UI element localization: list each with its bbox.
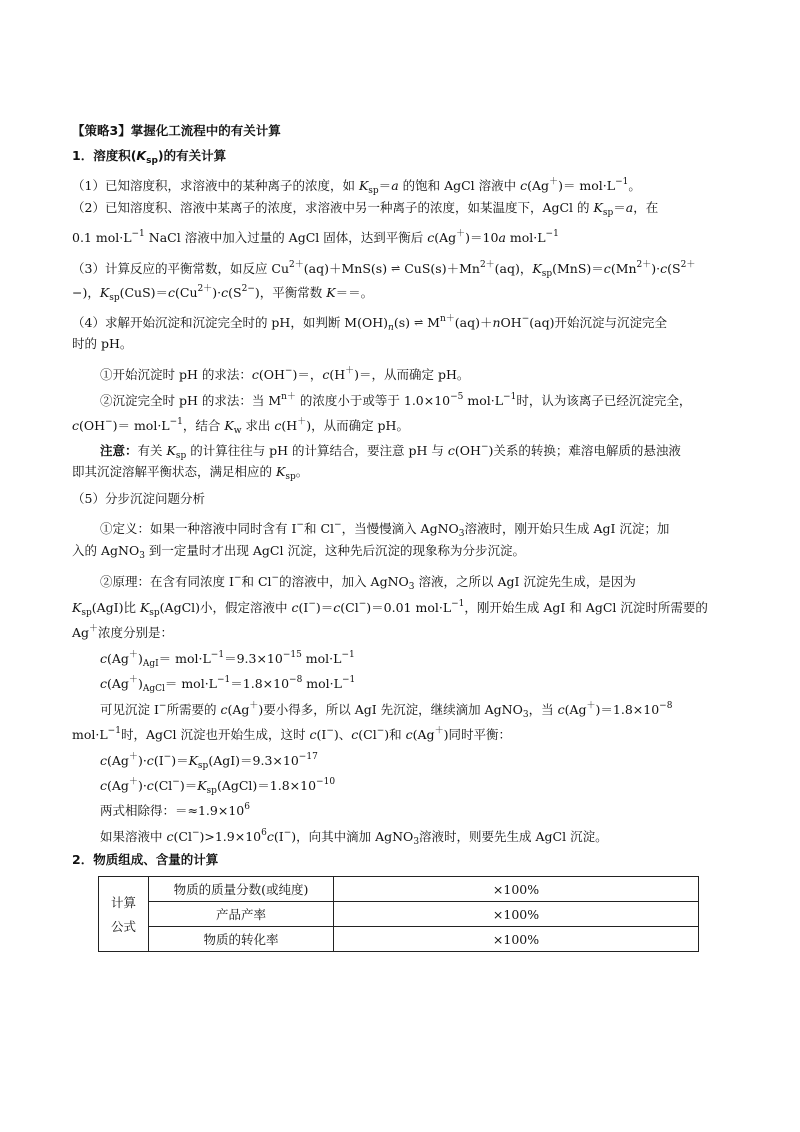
strategy-title: 【策略3】掌握化工流程中的有关计算 [72,123,281,138]
formula-table [98,876,699,952]
table-row [99,877,699,902]
section2-heading: 2．物质组成、含量的计算 [72,852,219,867]
row-formula: ×100% [334,877,699,902]
item-5-heading: （5）分步沉淀问题分析 [72,491,205,506]
item-3-line1: （3）计算反应的平衡常数，如反应 $Cu^{2+}(aq)+MnS(s)$ ⇌ $CuS(s)+Mn^{2+}(aq)$，$K_{sp}(MnS)=c(Mn^{2+})\cdot c(S^{2+}$ [72,260,696,279]
note-line1: 注意：有关 $K_{sp}$ 的计算往往与 pH 的计算结合，要注意 pH 与 c(OH−)关系的转换；难溶电解质的悬浊液 [100,442,681,461]
note-line2: 即其沉淀溶解平衡状态，满足相应的 $K_{sp}$。 [72,464,309,482]
group-label: 计算 公式 [99,877,149,952]
item-5-principle-line3: Ag＋浓度分别是： [72,624,174,640]
section1-heading: 1．溶度积$(K_{sp})$的有关计算 [72,148,227,166]
item-5-principle-line2: $K_{sp}(AgI)$比 $K_{sp}(AgCl)$小，假定溶液中 c(I−)＝c(Cl−)＝0.01 $mol\cdot L^{-1}$，刚开始生成 AgI 和 AgCl 沉淀时所需要的 [72,599,708,618]
table-row [99,902,699,927]
item-5-principle-line1: ②原理：在含有同浓度 I−和 Cl−的溶液中，加入 AgNO$_3$ 溶液，之所以 AgI 沉淀先生成，是因为 [100,573,636,592]
item-1: （1）已知溶度积，求溶液中的某种离子的浓度，如 $K_{sp}=a$ 的饱和 AgCl 溶液中 $c(Ag^+)= mol\cdot L^{-1}$。 [72,177,641,196]
equilibrium-arrow-icon: ⇌ [391,262,401,275]
row-label: 产品产率 [149,902,334,927]
item-3-line2: −)，$K_{sp}(CuS)=c(Cu^{2+})\cdot c(S^{2-})$，平衡常数 K＝＝。 [72,284,374,303]
equilibrium-arrow-icon: ⇌ [413,316,424,329]
item-5-definition-line2: 入的 AgNO$_3$ 到一定量时才出现 AgCl 沉淀，这种先后沉淀的现象称为分步沉淀。 [72,543,525,561]
item-4-complete-ph: ②沉淀完全时 pH 的求法：当 $M^{n+}$ 的浓度小于或等于 $1.0\times 10^{-5}$ $mol\cdot L^{-1}$时，认为该离子已经沉淀完全， [100,392,692,408]
equation-ag-agi: $c(Ag^+)_{AgI}= mol\cdot L^{-1}=9.3\times 10^{-15}$ $mol\cdot L^{-1}$ [100,650,355,669]
row-formula: ×100% [334,927,699,952]
item-4-complete-ph-cont: $c(OH^-)= mol\cdot L^{-1}$，结合 $K_w$ 求出 c(H＋)，从而确定 pH。 [72,417,409,436]
equation-ksp-agcl: $c(Ag^+)\cdot c(Cl^-)=K_{sp}(AgCl)=1.8\times 10^{-10}$ [100,777,336,796]
ratio-result: 两式相除得：$=\approx 1.9\times 10^6$ [100,802,250,818]
row-formula: ×100% [334,902,699,927]
row-label: 物质的转化率 [149,927,334,952]
conclusion-line2: $mol\cdot L^{-1}$时，AgCl 沉淀也开始生成，这时 c(I−)、c(Cl−)和 c(Ag＋)同时平衡： [72,726,511,742]
item-4-line2: 时的 pH。 [72,336,133,351]
final-conclusion: 如果溶液中 $c(Cl^-)>1.9\times 10^6c(I^-)$，向其中滴加 AgNO$_3$溶液时，则要先生成 AgCl 沉淀。 [100,828,608,847]
item-2-line2: 0.1 $mol\cdot L^{-1}$ NaCl 溶液中加入过量的 AgCl 固体，达到平衡后 c(Ag＋)＝10a $mol\cdot L^{-1}$ [72,229,559,245]
equation-ag-agcl: $c(Ag^+)_{AgCl}= mol\cdot L^{-1}=1.8\times 10^{-8}$ $mol\cdot L^{-1}$ [100,675,356,694]
item-2-line1: （2）已知溶度积、溶液中某离子的浓度，求溶液中另一种离子的浓度，如某温度下，AgCl 的 $K_{sp}=a$，在 [72,200,659,218]
row-label: 物质的质量分数(或纯度) [149,877,334,902]
equation-ksp-agi: $c(Ag^+)\cdot c(I^-)=K_{sp}(AgI)=9.3\times 10^{-17}$ [100,752,318,771]
item-4-start-ph: ①开始沉淀时 pH 的求法：c(OH−)＝，c(H＋)＝，从而确定 pH。 [100,366,470,382]
item-4-line1: （4）求解开始沉淀和沉淀完全时的 pH，如判断 $M(OH)_n(s)$ ⇌ $M^{n+}(aq)+nOH^-(aq)$开始沉淀与沉淀完全 [72,314,667,333]
table-row [99,927,699,952]
item-5-definition-line1: ①定义：如果一种溶液中同时含有 I−和 Cl−，当慢慢滴入 AgNO$_3$溶液时，刚开始只生成 AgI 沉淀；加 [100,520,670,539]
conclusion-line1: 可见沉淀 I−所需要的 c(Ag＋)要小得多，所以 AgI 先沉淀，继续滴加 AgNO$_3$，当 $c(Ag^+)=1.8\times 10^{-8}$ [100,701,673,720]
